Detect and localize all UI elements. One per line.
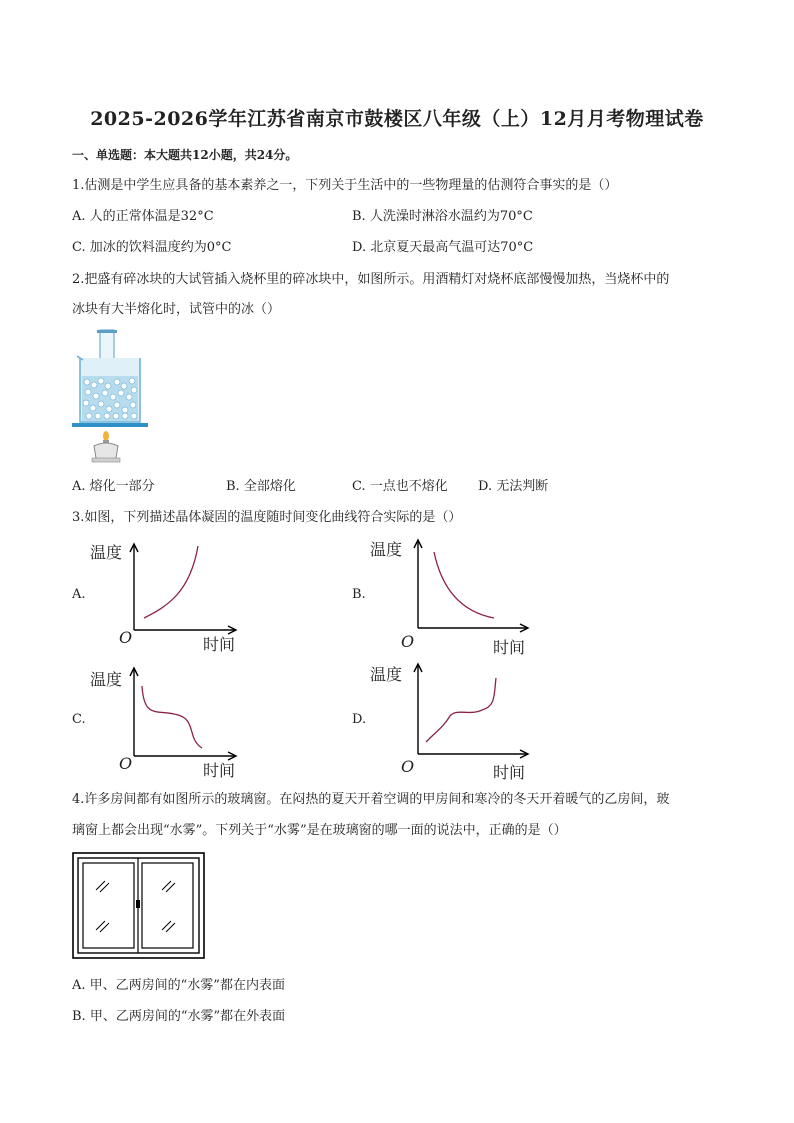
beaker-apparatus-figure (72, 330, 152, 470)
graph-a-ylabel: 温度 (90, 543, 123, 562)
q1-option-d: D. 北京夏天最高气温可达70°C (352, 240, 534, 255)
glass-window-figure (72, 852, 206, 960)
graph-d-letter: D. (352, 712, 367, 727)
q4-stem-line1: 4.许多房间都有如图所示的玻璃窗。在闷热的夏天开着空调的甲房间和寒冷的冬天开着暖气的乙房间，玻 (72, 792, 670, 807)
graph-b-origin: O (401, 632, 415, 651)
q4-option-a: A. 甲、乙两房间的“水雾”都在内表面 (72, 978, 285, 993)
section-heading: 一、单选题：本大题共12小题，共24分。 (72, 148, 298, 162)
graph-a-xlabel: 时间 (203, 635, 236, 654)
graph-d-xlabel: 时间 (493, 763, 526, 782)
graph-b-xlabel: 时间 (493, 638, 526, 657)
q4-stem-line2: 璃窗上都会出现“水雾”。下列关于“水雾”是在玻璃窗的哪一面的说法中，正确的是（） (72, 823, 567, 838)
graph-c-origin: O (119, 754, 133, 773)
graph-c-ylabel: 温度 (90, 670, 123, 689)
graph-d-origin: O (401, 757, 415, 776)
q1-option-b: B. 人洗澡时淋浴水温约为70°C (352, 209, 533, 224)
graph-d-plot (412, 664, 532, 758)
graph-a-letter: A. (72, 587, 86, 602)
graph-b-letter: B. (352, 587, 366, 602)
q1-stem: 1.估测是中学生应具备的基本素养之一，下列关于生活中的一些物理量的估测符合事实的是（） (72, 178, 618, 193)
graph-a-plot (128, 544, 238, 634)
q4-option-b: B. 甲、乙两房间的“水雾”都在外表面 (72, 1009, 286, 1024)
graph-c-plot (128, 668, 238, 760)
q2-stem-line2: 冰块有大半熔化时，试管中的冰（） (72, 302, 281, 317)
q3-stem: 3.如图，下列描述晶体凝固的温度随时间变化曲线符合实际的是（） (72, 510, 462, 525)
graph-c-letter: C. (72, 712, 86, 727)
q2-option-b: B. 全部熔化 (226, 479, 296, 494)
graph-d-ylabel: 温度 (370, 665, 403, 684)
q2-stem-line1: 2.把盛有碎冰块的大试管插入烧杯里的碎冰块中，如图所示。用酒精灯对烧杯底部慢慢加热，当烧杯中的 (72, 272, 670, 287)
q1-option-a: A. 人的正常体温是32°C (72, 209, 214, 224)
graph-b-plot (412, 540, 532, 632)
page-title: 2025-2026学年江苏省南京市鼓楼区八年级（上）12月月考物理试卷 (90, 108, 704, 130)
graph-c-xlabel: 时间 (203, 761, 236, 780)
q1-option-c: C. 加冰的饮料温度约为0°C (72, 240, 232, 255)
graph-b-ylabel: 温度 (370, 540, 403, 559)
q2-option-d: D. 无法判断 (478, 479, 549, 494)
q2-option-a: A. 熔化一部分 (72, 479, 155, 494)
q2-option-c: C. 一点也不熔化 (352, 479, 448, 494)
graph-a-origin: O (119, 628, 133, 647)
